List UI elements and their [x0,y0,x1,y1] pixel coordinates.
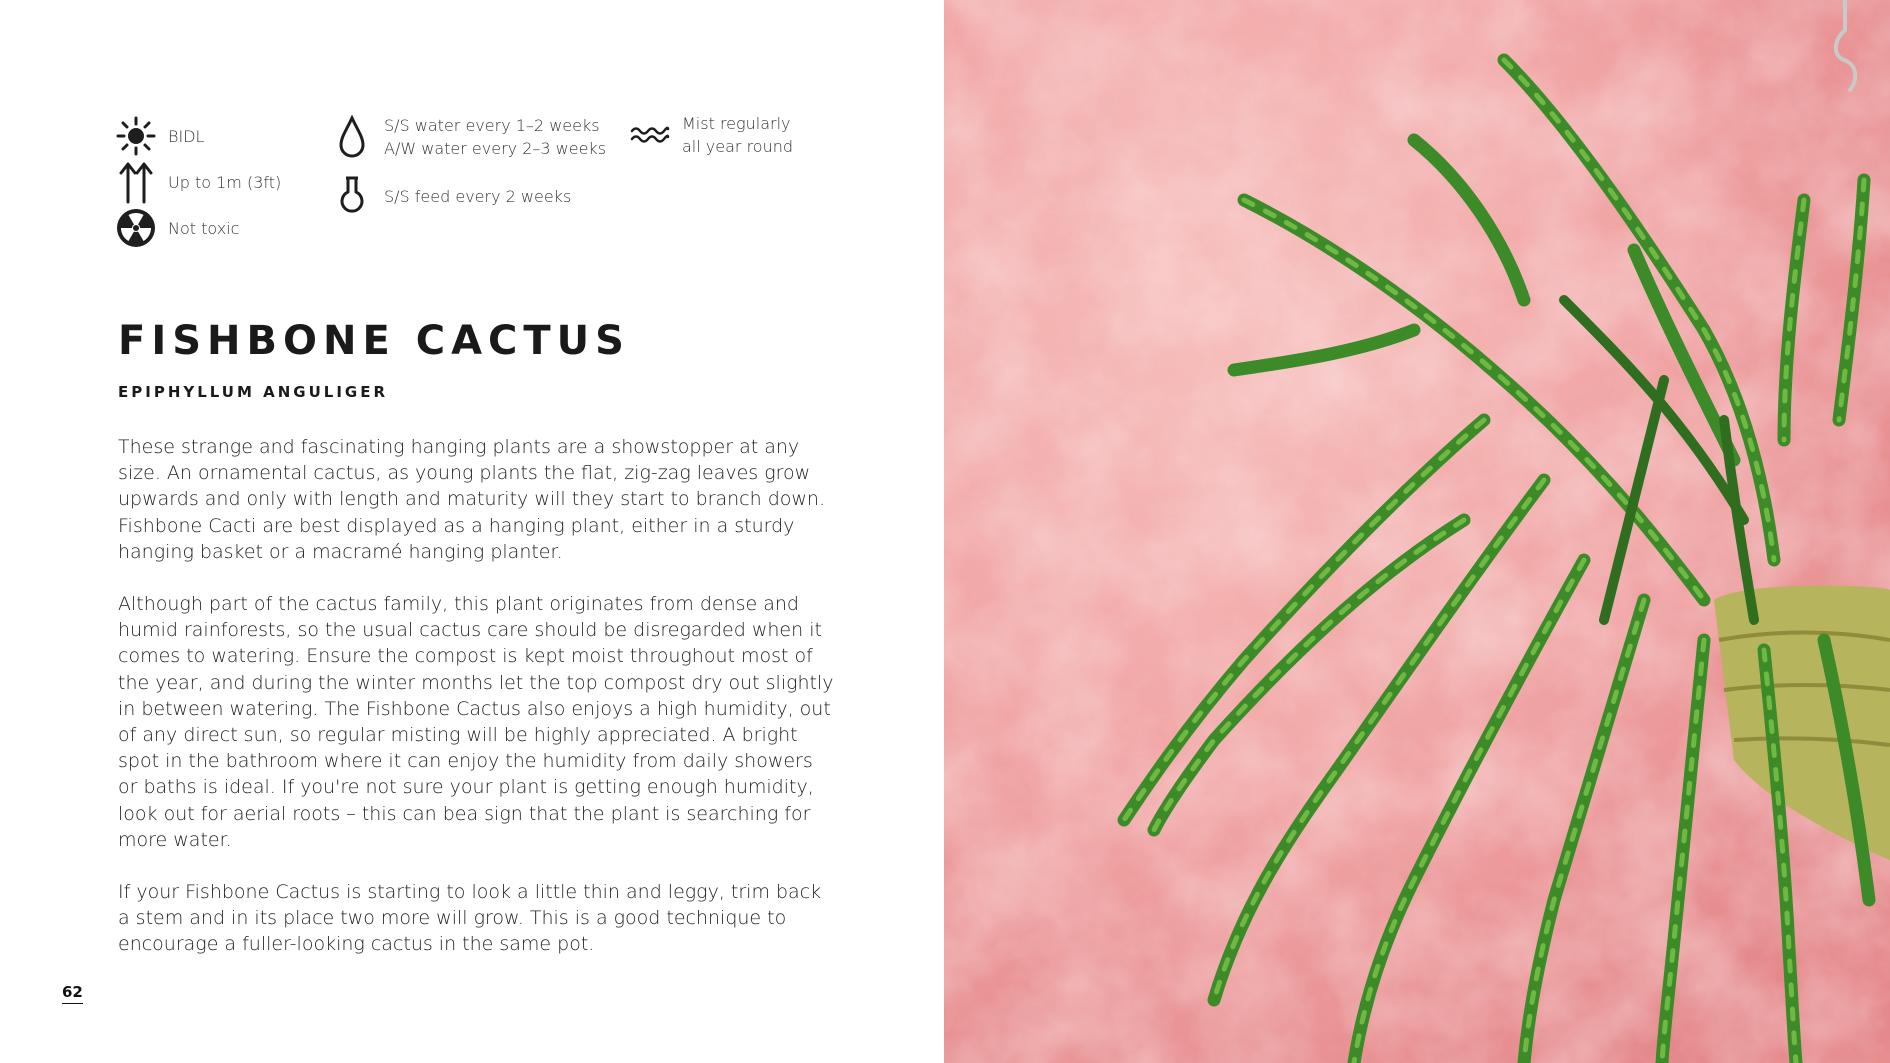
misting-text [682,112,793,158]
misting-info [630,112,793,158]
watering-summer: S/S water every 1–2 weeks [384,116,600,135]
misting-line-1: Mist regularly [682,114,791,133]
feeding-info [332,174,571,218]
light-text: BIDL [168,126,205,146]
feed-flask-icon [332,174,372,218]
left-page [0,0,944,1063]
feeding-text: S/S feed every 2 weeks [384,186,572,206]
paragraph: These strange and fascinating hanging plants are a showstopper at any size. An ornamental cactus, as young plants the flat, zig-zag leaves grow upwards and only with length and maturity will they start to branch down. Fishbone Cacti are best displayed as a hanging plant, either in a sturdy hanging basket or a macramé hanging planter. [118,436,825,563]
plant-photo [944,0,1890,1063]
mist-waves-icon [630,113,670,157]
growth-arrows-icon [116,160,156,204]
toxicity-symbol-icon [116,206,156,250]
toxicity-info [116,206,239,250]
height-text: Up to 1m (3ft) [168,172,282,192]
plant-title: FISHBONE CACTUS [118,318,630,364]
sun-icon [116,114,156,158]
watering-winter: A/W water every 2–3 weeks [384,139,607,158]
toxicity-text: Not toxic [168,218,240,238]
plant-latin-name: EPIPHYLLUM ANGULIGER [118,383,389,401]
watering-text [384,114,606,160]
fishbone-cactus-illustration [944,0,1890,1063]
paragraph: If your Fishbone Cactus is starting to look a little thin and leggy, trim back a stem and in its place two more will grow. This is a good technique to encourage a fuller-looking cactus in the same pot. [118,881,822,956]
light-requirement [116,114,204,158]
page-number: 62 [62,983,83,1004]
misting-line-2: all year round [682,137,794,156]
paragraph: Although part of the cactus family, this plant originates from dense and humid rainforests, so the usual cactus care should be disregarded when it comes to watering. Ensure the compost is kept moist throughout most of the year, and during the winter months let the top compost dry out slightly in between watering. The Fishbone Cactus also enjoys a high humidity, out of any direct sun, so regular misting will be highly appreciated. A bright spot in the bathroom where it can enjoy the humidity from daily showers or baths is ideal. If you're not sure your plant is getting enough humidity, look out for aerial roots – this can bea sign that the plant is searching for more water. [118,593,834,851]
watering-info [332,114,606,160]
water-drop-icon [332,115,372,159]
height-info [116,160,281,204]
article-body [118,434,838,984]
